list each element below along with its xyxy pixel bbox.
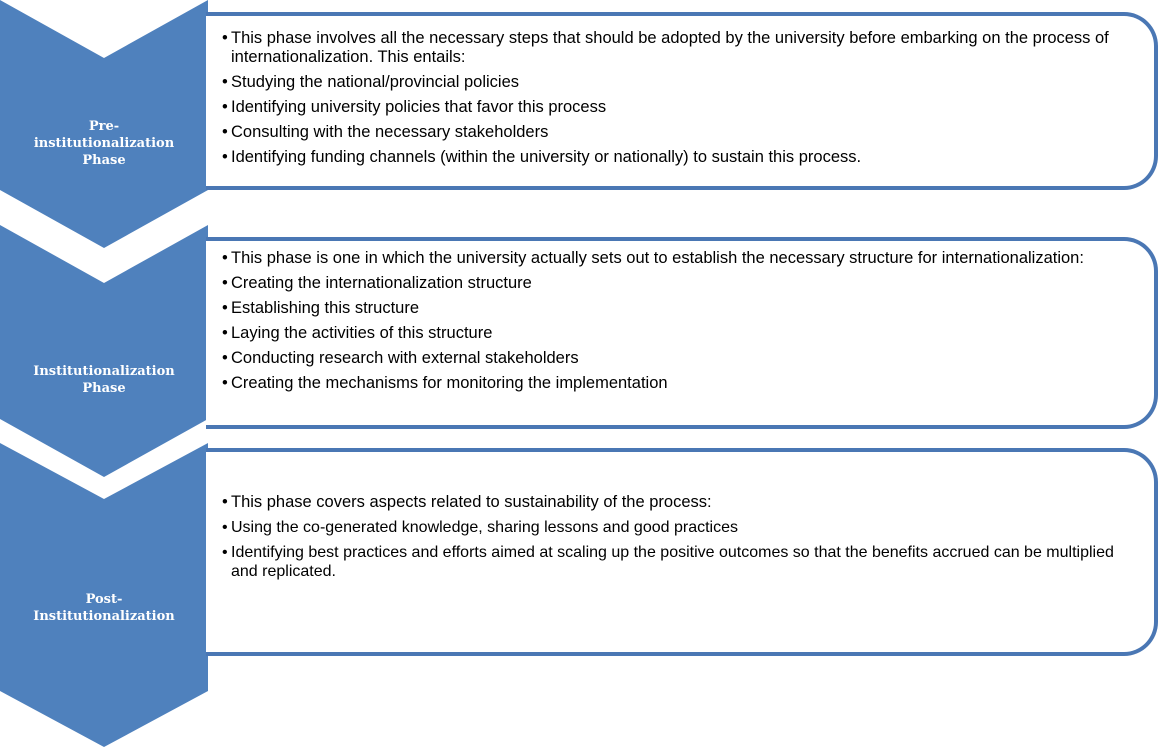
phase-item: • Studying the national/provincial policies (222, 73, 1136, 92)
chevron-post-institutionalization (0, 443, 208, 747)
phase-label-post-institutionalization: Post- Institutionalization (33, 592, 175, 624)
phase-box-pre-institutionalization (206, 12, 1158, 190)
phase-label-institutionalization: Institutionalization Phase (33, 364, 175, 396)
phase-item: • Creating the mechanisms for monitoring the implementation (222, 374, 1136, 393)
phase-label-pre-institutionalization: Pre- institutionalization Phase (33, 119, 175, 168)
phase-item: • Establishing this structure (222, 299, 1136, 318)
phase-content-post-institutionalization (222, 493, 1136, 581)
phase-content-pre-institutionalization (222, 29, 1136, 167)
phase-item: • Identifying funding channels (within the university or nationally) to sustain this process. (222, 148, 1136, 167)
phase-box-institutionalization (206, 237, 1158, 429)
phase-item: • Creating the internationalization structure (222, 274, 1136, 293)
phase-intro: • This phase is one in which the university actually sets out to establish the necessary structure for internationalization: (222, 249, 1136, 268)
phase-item: • Conducting research with external stakeholders (222, 349, 1136, 368)
phase-box-post-institutionalization (206, 448, 1158, 656)
phase-item: • Laying the activities of this structure (222, 324, 1136, 343)
phase-item: • Using the co-generated knowledge, sharing lessons and good practices (222, 518, 1136, 537)
phase-item: • Identifying university policies that favor this process (222, 98, 1136, 117)
phase-intro: • This phase involves all the necessary steps that should be adopted by the university before embarking on the process of internationalization. This entails: (222, 29, 1136, 67)
phase-intro: • This phase covers aspects related to sustainability of the process: (222, 493, 1136, 512)
chevron-shape (0, 225, 208, 477)
chevron-institutionalization (0, 225, 208, 477)
phase-content-institutionalization (222, 249, 1136, 393)
phase-item: • Consulting with the necessary stakeholders (222, 123, 1136, 142)
phase-item: • Identifying best practices and efforts aimed at scaling up the positive outcomes so that the benefits accrued can be multiplied and replicated. (222, 543, 1136, 581)
chevron-pre-institutionalization (0, 0, 208, 248)
